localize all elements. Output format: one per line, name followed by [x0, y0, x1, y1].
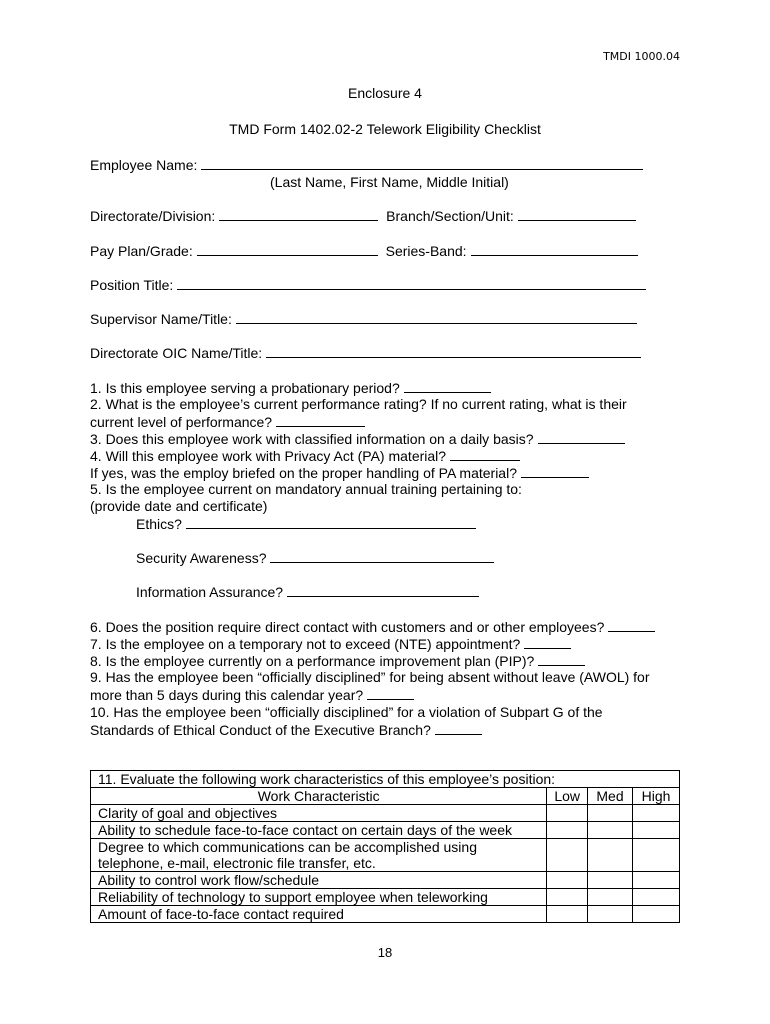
supervisor-field[interactable] [236, 310, 637, 324]
high-cell[interactable] [633, 839, 680, 872]
enclosure-heading: Enclosure 4 [348, 85, 422, 101]
table-row [91, 839, 680, 872]
ethics-label: Ethics? [136, 516, 182, 532]
low-cell[interactable] [547, 822, 588, 839]
characteristic-cell: Ability to schedule face-to-face contact on certain days of the week [91, 822, 547, 839]
branch-field[interactable] [518, 207, 636, 221]
low-cell[interactable] [547, 872, 588, 889]
information-assurance-field[interactable] [287, 583, 479, 597]
directorate-field[interactable] [219, 207, 378, 221]
low-cell[interactable] [547, 805, 588, 822]
question-4-text: 4. Will this employee work with Privacy Act (PA) material? [90, 448, 447, 464]
table-row [91, 872, 680, 889]
branch-label: Branch/Section/Unit: [386, 208, 514, 224]
directorate-label: Directorate/Division: [90, 208, 216, 224]
high-cell[interactable] [633, 906, 680, 923]
table-title: 11. Evaluate the following work characteristics of this employee’s position: [91, 771, 680, 788]
question-1 [90, 379, 491, 397]
security-awareness-field[interactable] [270, 549, 494, 563]
col-low-header: Low [547, 788, 588, 805]
security-awareness-label: Security Awareness? [136, 550, 267, 566]
ethics-field[interactable] [186, 515, 476, 529]
information-assurance-label: Information Assurance? [136, 584, 284, 600]
series-band-field[interactable] [471, 242, 638, 256]
table-row [91, 822, 680, 839]
question-4b-text: If yes, was the employ briefed on the proper handling of PA material? [90, 465, 517, 481]
pay-plan-field[interactable] [197, 242, 378, 256]
employee-name-row [90, 156, 643, 174]
low-cell[interactable] [547, 839, 588, 872]
high-cell[interactable] [633, 872, 680, 889]
question-6-text: 6. Does the position require direct contact with customers and or other employees? [90, 619, 605, 635]
question-9-line-1: 9. Has the employee been “officially disciplined” for being absent without leave (AWOL) for [90, 669, 650, 685]
characteristic-line-2: telephone, e-mail, electronic file transfer, etc. [98, 855, 376, 871]
characteristic-cell [91, 839, 547, 872]
med-cell[interactable] [588, 889, 633, 906]
question-9-answer[interactable] [367, 686, 414, 700]
supervisor-row [90, 310, 637, 328]
question-10-line-2 [90, 721, 482, 739]
question-3 [90, 430, 625, 448]
question-2-line-1: 2. What is the employee’s current performance rating? If no current rating, what is their [90, 396, 627, 412]
col-med-header: Med [588, 788, 633, 805]
question-1-answer[interactable] [404, 379, 491, 393]
question-4 [90, 447, 520, 465]
question-2-text: current level of performance? [90, 414, 273, 430]
question-10-text: Standards of Ethical Conduct of the Executive Branch? [90, 722, 431, 738]
med-cell[interactable] [588, 906, 633, 923]
med-cell[interactable] [588, 839, 633, 872]
table-row [91, 805, 680, 822]
work-characteristics-table [90, 770, 680, 923]
form-title: TMD Form 1402.02-2 Telework Eligibility Checklist [229, 121, 541, 137]
question-2-line-2 [90, 413, 365, 431]
pay-plan-label: Pay Plan/Grade: [90, 243, 193, 259]
directorate-row [90, 207, 636, 225]
security-awareness-row [136, 549, 494, 567]
question-4b-answer[interactable] [521, 464, 589, 478]
oic-field[interactable] [266, 344, 641, 358]
question-5-line-1: 5. Is the employee current on mandatory annual training pertaining to: [90, 481, 522, 497]
page-number: 18 [377, 945, 393, 960]
table-header-row [91, 788, 680, 805]
question-6 [90, 618, 655, 636]
question-4b [90, 464, 589, 482]
employee-name-label: Employee Name: [90, 157, 198, 173]
characteristic-line-1: Degree to which communications can be accomplished using [98, 839, 477, 855]
information-assurance-row [136, 583, 479, 601]
question-8 [90, 652, 585, 670]
question-3-answer[interactable] [538, 430, 625, 444]
question-8-text: 8. Is the employee currently on a performance improvement plan (PIP)? [90, 653, 535, 669]
question-10-line-1: 10. Has the employee been “officially disciplined” for a violation of Subpart G of the [90, 704, 603, 720]
table-title-row [91, 771, 680, 788]
med-cell[interactable] [588, 805, 633, 822]
table-row [91, 906, 680, 923]
question-1-text: 1. Is this employee serving a probationary period? [90, 380, 400, 396]
question-10-answer[interactable] [435, 721, 482, 735]
position-title-field[interactable] [177, 276, 646, 290]
series-band-label: Series-Band: [385, 243, 467, 259]
question-7-text: 7. Is the employee on a temporary not to exceed (NTE) appointment? [90, 636, 521, 652]
supervisor-label: Supervisor Name/Title: [90, 311, 232, 327]
col-high-header: High [633, 788, 680, 805]
characteristic-cell: Reliability of technology to support employee when teleworking [91, 889, 547, 906]
pay-plan-row [90, 242, 638, 260]
employee-name-hint: (Last Name, First Name, Middle Initial) [270, 174, 509, 190]
question-9-text: more than 5 days during this calendar year? [90, 687, 364, 703]
high-cell[interactable] [633, 805, 680, 822]
oic-row [90, 344, 641, 362]
high-cell[interactable] [633, 822, 680, 839]
characteristic-cell: Ability to control work flow/schedule [91, 872, 547, 889]
question-9-line-2 [90, 686, 414, 704]
position-title-row [90, 276, 646, 294]
document-id: TMDI 1000.04 [603, 50, 680, 63]
question-2-answer[interactable] [276, 413, 365, 427]
question-6-answer[interactable] [608, 618, 655, 632]
position-title-label: Position Title: [90, 277, 174, 293]
question-7-answer[interactable] [524, 635, 571, 649]
table-row [91, 889, 680, 906]
characteristic-cell: Clarity of goal and objectives [91, 805, 547, 822]
question-5-line-2: (provide date and certificate) [90, 498, 268, 514]
med-cell[interactable] [588, 822, 633, 839]
high-cell[interactable] [633, 889, 680, 906]
low-cell[interactable] [547, 906, 588, 923]
med-cell[interactable] [588, 872, 633, 889]
question-4-answer[interactable] [450, 447, 520, 461]
question-8-answer[interactable] [538, 652, 585, 666]
low-cell[interactable] [547, 889, 588, 906]
col-characteristic-header: Work Characteristic [91, 788, 547, 805]
characteristic-cell: Amount of face-to-face contact required [91, 906, 547, 923]
ethics-row [136, 515, 476, 533]
employee-name-field[interactable] [201, 156, 643, 170]
oic-label: Directorate OIC Name/Title: [90, 345, 263, 361]
question-3-text: 3. Does this employee work with classified information on a daily basis? [90, 431, 534, 447]
question-7 [90, 635, 571, 653]
